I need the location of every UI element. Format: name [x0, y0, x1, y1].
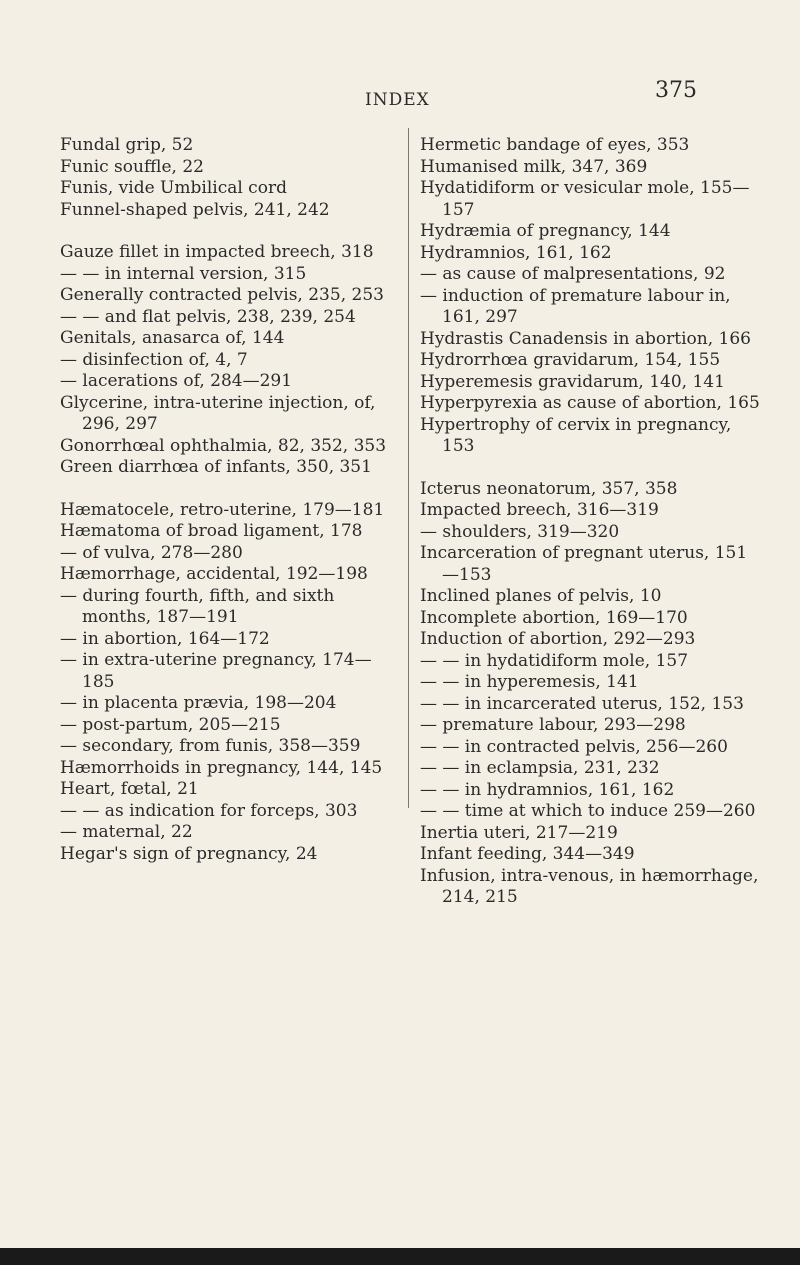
page-number: 375: [655, 78, 697, 103]
index-entry: — — in contracted pelvis, 256—260: [420, 736, 728, 757]
index-entry: Hæmatoma of broad ligament, 178: [60, 521, 363, 541]
index-entry: Hyperpyrexia as cause of abortion, 165: [420, 393, 760, 413]
index-entry: Hydræmia of pregnancy, 144: [420, 221, 671, 241]
index-entry: Hydrorrhœa gravidarum, 154, 155: [420, 350, 721, 370]
index-entry: — secondary, from funis, 358—359: [60, 736, 361, 756]
index-entry: Funic souffle, 22: [60, 156, 204, 177]
index-entry: Induction of abortion, 292—293: [420, 629, 696, 649]
left-index-column: [60, 135, 400, 865]
index-entry: Impacted breech, 316—319: [420, 500, 659, 520]
index-entry: Green diarrhœa of infants, 350, 351: [60, 457, 372, 477]
index-entry: — during fourth, fifth, and sixth months, 187—191: [60, 585, 335, 627]
index-entry: — — in internal version, 315: [60, 263, 307, 284]
index-entry: Incomplete abortion, 169—170: [420, 607, 688, 628]
index-entry: Icterus neonatorum, 357, 358: [420, 478, 678, 499]
index-entry: Inertia uteri, 217—219: [420, 822, 618, 843]
index-entry: Glycerine, intra-uterine injection, of, 296, 297: [60, 392, 376, 434]
index-entry: — premature labour, 293—298: [420, 715, 686, 735]
index-entry: Infant feeding, 344—349: [420, 844, 635, 864]
index-entry: Heart, fœtal, 21: [60, 779, 199, 799]
index-entry: Hydrastis Canadensis in abortion, 166: [420, 328, 751, 349]
index-entry: — in placenta prævia, 198—204: [60, 693, 337, 713]
index-entry: Infusion, intra-venous, in hæmorrhage, 214, 215: [420, 865, 759, 907]
index-entry: Incarceration of pregnant uterus, 151—153: [420, 543, 748, 585]
column-divider: [408, 128, 409, 808]
index-entry: — — time at which to induce 259—260: [420, 801, 756, 821]
index-entry: — of vulva, 278—280: [60, 542, 243, 563]
index-entry: Hegar's sign of pregnancy, 24: [60, 843, 318, 864]
index-entry: — — as indication for forceps, 303: [60, 800, 358, 821]
index-entry: — lacerations of, 284—291: [60, 371, 293, 391]
index-entry: — maternal, 22: [60, 822, 193, 842]
index-entry: Hypertrophy of cervix in pregnancy, 153: [420, 414, 732, 456]
index-entry: Gonorrhœal ophthalmia, 82, 352, 353: [60, 435, 387, 456]
index-entry: — shoulders, 319—320: [420, 521, 620, 542]
running-head: INDEX: [365, 90, 430, 110]
index-entry: Fundal grip, 52: [60, 135, 194, 155]
index-entry: Inclined planes of pelvis, 10: [420, 586, 662, 606]
index-entry: — induction of premature labour in, 161, 297: [420, 285, 731, 327]
right-index-column: [420, 135, 760, 909]
index-entry: — in abortion, 164—172: [60, 628, 270, 649]
index-entry: — as cause of malpresentations, 92: [420, 264, 726, 284]
index-entry: Hyperemesis gravidarum, 140, 141: [420, 371, 725, 392]
index-entry: Hydatidiform or vesicular mole, 155—157: [420, 178, 750, 220]
index-entry: — disinfection of, 4, 7: [60, 349, 248, 370]
index-entry: Funnel-shaped pelvis, 241, 242: [60, 199, 330, 220]
index-entry: Hermetic bandage of eyes, 353: [420, 135, 690, 155]
index-entry: — — in hydramnios, 161, 162: [420, 779, 675, 800]
index-entry: Hydramnios, 161, 162: [420, 242, 612, 263]
index-entry: — post-partum, 205—215: [60, 714, 281, 735]
index-entry: — — in hyperemesis, 141: [420, 672, 639, 692]
index-entry: Hæmorrhoids in pregnancy, 144, 145: [60, 757, 383, 778]
page-edge-shadow: [0, 1248, 800, 1265]
index-entry: Funis, vide Umbilical cord: [60, 178, 287, 198]
index-entry: Humanised milk, 347, 369: [420, 156, 648, 177]
index-entry: Generally contracted pelvis, 235, 253: [60, 285, 384, 305]
index-entry: — in extra-uterine pregnancy, 174—185: [60, 650, 372, 692]
index-entry: Genitals, anasarca of, 144: [60, 328, 285, 348]
index-entry: — — in eclampsia, 231, 232: [420, 758, 660, 778]
index-entry: Hæmatocele, retro-uterine, 179—181: [60, 499, 385, 520]
index-entry: — — in incarcerated uterus, 152, 153: [420, 693, 744, 714]
index-entry: Hæmorrhage, accidental, 192—198: [60, 564, 368, 584]
index-entry: — — in hydatidiform mole, 157: [420, 650, 689, 671]
index-entry: — — and flat pelvis, 238, 239, 254: [60, 306, 356, 327]
index-entry: Gauze fillet in impacted breech, 318: [60, 242, 374, 262]
